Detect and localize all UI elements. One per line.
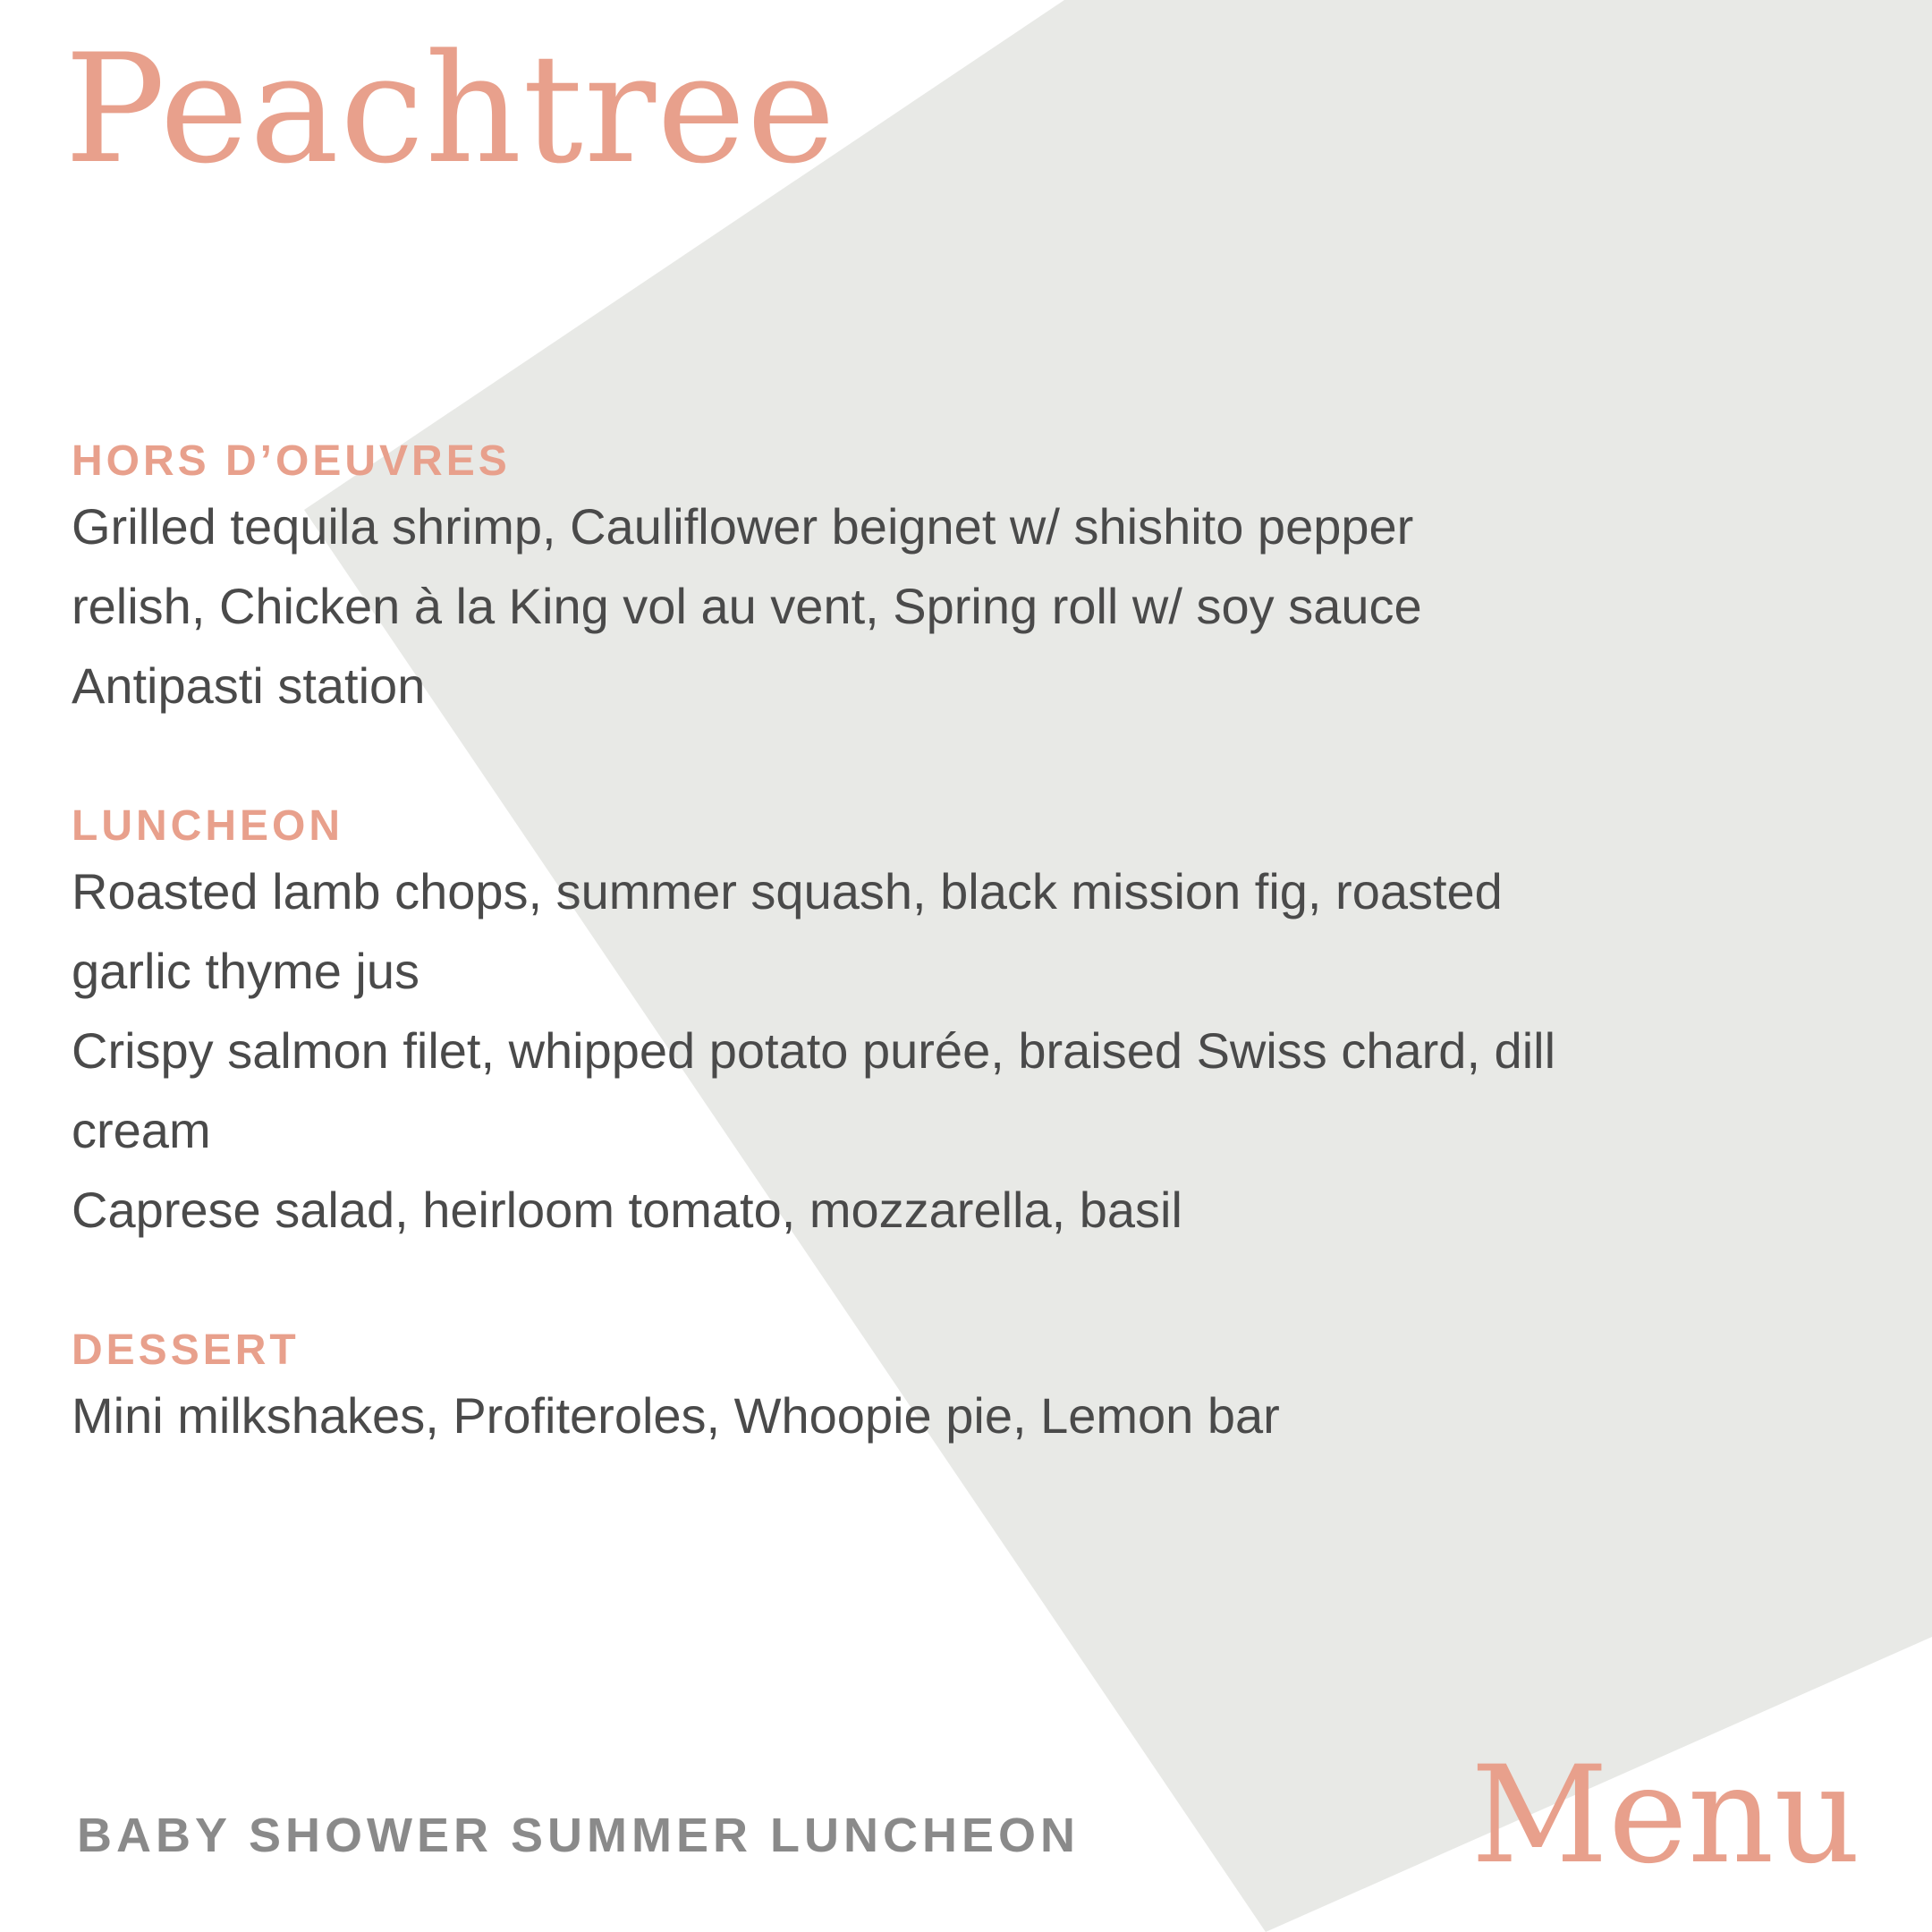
menu-line: relish, Chicken à la King vol au vent, Spring roll w/ soy sauce bbox=[72, 578, 1422, 634]
menu-line: Roasted lamb chops, summer squash, black mission fig, roasted bbox=[72, 863, 1503, 919]
section-luncheon bbox=[72, 801, 1771, 1250]
section-dessert bbox=[72, 1326, 1771, 1455]
section-heading: LUNCHEON bbox=[72, 802, 343, 850]
menu-line: Mini milkshakes, Profiteroles, Whoopie pie, Lemon bar bbox=[72, 1387, 1280, 1444]
section-hors-doeuvres bbox=[72, 436, 1771, 725]
menu-line: Crispy salmon filet, whipped potato purée, braised Swiss chard, dill bbox=[72, 1022, 1556, 1079]
event-subtitle: BABY SHOWER SUMMER LUNCHEON bbox=[77, 1809, 1080, 1862]
section-heading: DESSERT bbox=[72, 1326, 300, 1374]
menu-line: Grilled tequila shrimp, Cauliflower beignet w/ shishito pepper bbox=[72, 498, 1414, 555]
menu-line: garlic thyme jus bbox=[72, 943, 420, 999]
section-heading: HORS D’OEUVRES bbox=[72, 437, 511, 485]
menu-line: cream bbox=[72, 1102, 211, 1158]
page-title: Peachtree bbox=[64, 21, 837, 197]
menu-line: Caprese salad, heirloom tomato, mozzarella, basil bbox=[72, 1182, 1182, 1238]
menu-label: Menu bbox=[1470, 1738, 1860, 1894]
menu-body bbox=[72, 436, 1771, 1531]
menu-line: Antipasti station bbox=[72, 657, 426, 714]
